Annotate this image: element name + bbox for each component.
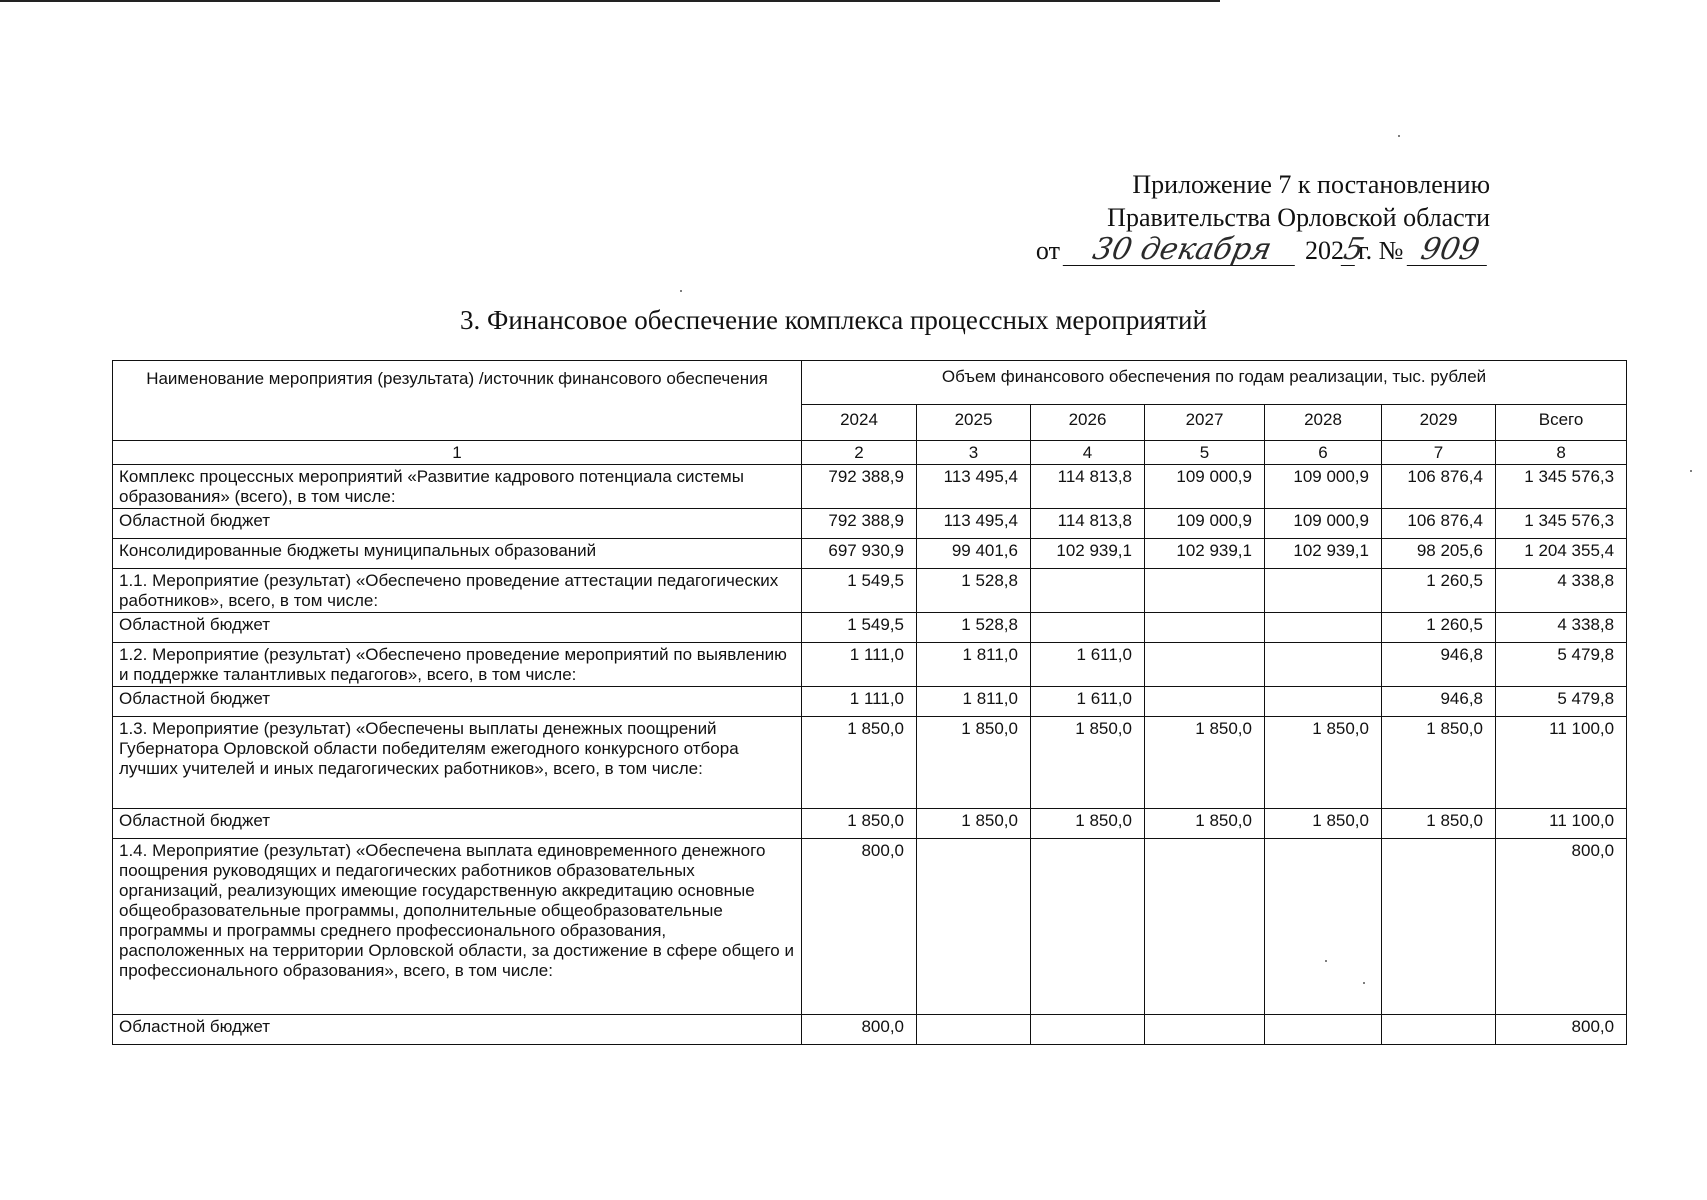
row-value-cell: 1 528,8 <box>917 613 1031 643</box>
row-value-cell <box>917 1015 1031 1045</box>
row-value-cell: 1 611,0 <box>1031 687 1145 717</box>
row-value-cell: 1 850,0 <box>802 717 917 809</box>
row-value-cell: 1 111,0 <box>802 643 917 687</box>
row-total-cell: 11 100,0 <box>1496 809 1627 839</box>
table-header-row-1 <box>113 361 1627 405</box>
row-value-cell <box>917 839 1031 1015</box>
row-value-cell: 106 876,4 <box>1382 465 1496 509</box>
row-value-cell: 102 939,1 <box>1031 539 1145 569</box>
row-value-cell: 1 850,0 <box>1382 809 1496 839</box>
row-name-cell: 1.2. Мероприятие (результат) «Обеспечено проведение мероприятий по выявлению и поддержке талантливых педагогов», всего, в том числе: <box>113 643 802 687</box>
table-row <box>113 539 1627 569</box>
header-year: 2026 <box>1031 405 1145 441</box>
row-total-cell: 4 338,8 <box>1496 613 1627 643</box>
approval-prefix: от <box>1035 236 1060 265</box>
column-index-row <box>113 441 1627 465</box>
row-value-cell: 1 850,0 <box>1382 717 1496 809</box>
column-index: 1 <box>113 441 802 465</box>
row-value-cell: 1 549,5 <box>802 613 917 643</box>
row-name-cell: 1.1. Мероприятие (результат) «Обеспечено проведение аттестации педагогических работников», всего, в том числе: <box>113 569 802 613</box>
approval-stamp-block <box>1030 168 1490 272</box>
row-value-cell: 946,8 <box>1382 643 1496 687</box>
row-name-cell: Консолидированные бюджеты муниципальных образований <box>113 539 802 569</box>
row-name-cell: Областной бюджет <box>113 687 802 717</box>
row-value-cell <box>1382 1015 1496 1045</box>
row-value-cell: 1 528,8 <box>917 569 1031 613</box>
row-value-cell <box>1145 643 1265 687</box>
header-volume-column: Объем финансового обеспечения по годам реализации, тыс. рублей <box>802 361 1627 405</box>
row-name-cell: 1.4. Мероприятие (результат) «Обеспечена выплата единовременного денежного поощрения руководящих и педагогических работников образовательных организаций, реализующих имеющие государственную аккредитацию основные общеобразовательные программы, дополнительные общеобразовательные программы и программы среднего профессионального образования, расположенных на территории Орловской области, за достижение в сфере общего и профессионального образования», всего, в том числе: <box>113 839 802 1015</box>
row-value-cell: 800,0 <box>802 1015 917 1045</box>
approval-year-prefix: 202 <box>1304 236 1344 265</box>
row-value-cell: 1 260,5 <box>1382 613 1496 643</box>
column-index: 6 <box>1265 441 1382 465</box>
row-value-cell <box>1031 569 1145 613</box>
table-row <box>113 569 1627 613</box>
row-value-cell: 792 388,9 <box>802 465 917 509</box>
table-row <box>113 1015 1627 1045</box>
approval-line-1: Приложение 7 к постановлению <box>1132 170 1490 199</box>
approval-line-3 <box>1030 234 1490 272</box>
row-value-cell: 1 850,0 <box>1145 809 1265 839</box>
row-value-cell <box>1382 839 1496 1015</box>
row-value-cell <box>1031 613 1145 643</box>
column-index: 5 <box>1145 441 1265 465</box>
row-value-cell: 109 000,9 <box>1145 465 1265 509</box>
scan-edge-line <box>0 0 1220 2</box>
row-value-cell <box>1265 569 1382 613</box>
row-value-cell: 102 939,1 <box>1265 539 1382 569</box>
scan-speck <box>1363 982 1365 984</box>
column-index: 3 <box>917 441 1031 465</box>
row-value-cell: 1 811,0 <box>917 643 1031 687</box>
row-value-cell: 109 000,9 <box>1145 509 1265 539</box>
approval-line-2: Правительства Орловской области <box>1107 203 1490 232</box>
column-index: 4 <box>1031 441 1145 465</box>
row-value-cell: 946,8 <box>1382 687 1496 717</box>
row-name-cell: 1.3. Мероприятие (результат) «Обеспечены выплаты денежных поощрений Губернатора Орловской области победителям ежегодного конкурсного отбора лучших учителей и иных педагогических работников», всего, в том числе: <box>113 717 802 809</box>
row-value-cell: 113 495,4 <box>917 509 1031 539</box>
table-row <box>113 687 1627 717</box>
row-value-cell: 1 850,0 <box>917 809 1031 839</box>
table-row <box>113 809 1627 839</box>
row-total-cell: 11 100,0 <box>1496 717 1627 809</box>
row-name-cell: Областной бюджет <box>113 613 802 643</box>
header-year: 2029 <box>1382 405 1496 441</box>
row-value-cell <box>1145 569 1265 613</box>
row-name-cell: Комплекс процессных мероприятий «Развитие кадрового потенциала системы образования» (всего), в том числе: <box>113 465 802 509</box>
row-value-cell: 1 850,0 <box>1031 809 1145 839</box>
row-value-cell: 106 876,4 <box>1382 509 1496 539</box>
row-name-cell: Областной бюджет <box>113 1015 802 1045</box>
column-index: 8 <box>1496 441 1627 465</box>
row-value-cell <box>1031 1015 1145 1045</box>
row-value-cell: 792 388,9 <box>802 509 917 539</box>
row-value-cell: 109 000,9 <box>1265 465 1382 509</box>
column-index: 2 <box>802 441 917 465</box>
table-row <box>113 839 1627 1015</box>
row-total-cell: 4 338,8 <box>1496 569 1627 613</box>
row-value-cell: 697 930,9 <box>802 539 917 569</box>
table-row <box>113 613 1627 643</box>
row-value-cell <box>1265 839 1382 1015</box>
financing-table <box>112 360 1627 1045</box>
row-value-cell <box>1265 643 1382 687</box>
header-year: 2025 <box>917 405 1031 441</box>
row-value-cell: 1 850,0 <box>1145 717 1265 809</box>
row-total-cell: 5 479,8 <box>1496 687 1627 717</box>
row-value-cell: 1 850,0 <box>1031 717 1145 809</box>
table-row <box>113 509 1627 539</box>
row-value-cell: 1 811,0 <box>917 687 1031 717</box>
row-value-cell: 1 850,0 <box>1265 809 1382 839</box>
row-value-cell <box>1145 613 1265 643</box>
row-value-cell <box>1031 839 1145 1015</box>
row-value-cell: 1 850,0 <box>1265 717 1382 809</box>
row-value-cell: 1 549,5 <box>802 569 917 613</box>
row-value-cell: 113 495,4 <box>917 465 1031 509</box>
header-name-column: Наименование мероприятия (результата) /источник финансового обеспечения <box>113 361 802 441</box>
handwritten-year-digit: 5 <box>1340 232 1367 267</box>
row-value-cell <box>1265 613 1382 643</box>
header-year: 2028 <box>1265 405 1382 441</box>
row-value-cell <box>1145 839 1265 1015</box>
row-total-cell: 1 345 576,3 <box>1496 465 1627 509</box>
row-total-cell: 800,0 <box>1496 1015 1627 1045</box>
row-value-cell: 1 260,5 <box>1382 569 1496 613</box>
scan-speck <box>1690 470 1692 472</box>
table-row <box>113 643 1627 687</box>
row-total-cell: 1 345 576,3 <box>1496 509 1627 539</box>
row-value-cell: 800,0 <box>802 839 917 1015</box>
row-value-cell: 1 611,0 <box>1031 643 1145 687</box>
row-value-cell: 98 205,6 <box>1382 539 1496 569</box>
row-value-cell <box>1145 1015 1265 1045</box>
row-total-cell: 1 204 355,4 <box>1496 539 1627 569</box>
row-total-cell: 5 479,8 <box>1496 643 1627 687</box>
column-index: 7 <box>1382 441 1496 465</box>
handwritten-date: 30 декабря <box>1063 235 1302 266</box>
approval-year-suffix: г. № <box>1357 236 1404 265</box>
table-row <box>113 717 1627 809</box>
row-total-cell: 800,0 <box>1496 839 1627 1015</box>
scan-speck <box>680 290 682 292</box>
handwritten-number: 909 <box>1407 235 1494 266</box>
row-value-cell: 1 111,0 <box>802 687 917 717</box>
row-name-cell: Областной бюджет <box>113 809 802 839</box>
row-value-cell: 114 813,8 <box>1031 465 1145 509</box>
section-title: 3. Финансовое обеспечение комплекса процессных мероприятий <box>460 305 1207 335</box>
header-year: 2024 <box>802 405 917 441</box>
row-value-cell <box>1265 687 1382 717</box>
row-value-cell <box>1145 687 1265 717</box>
row-value-cell: 102 939,1 <box>1145 539 1265 569</box>
row-value-cell <box>1265 1015 1382 1045</box>
row-value-cell: 99 401,6 <box>917 539 1031 569</box>
row-value-cell: 109 000,9 <box>1265 509 1382 539</box>
row-value-cell: 1 850,0 <box>802 809 917 839</box>
row-name-cell: Областной бюджет <box>113 509 802 539</box>
header-total: Всего <box>1496 405 1627 441</box>
row-value-cell: 114 813,8 <box>1031 509 1145 539</box>
table-row <box>113 465 1627 509</box>
scan-speck <box>1398 135 1400 137</box>
header-year: 2027 <box>1145 405 1265 441</box>
scan-speck <box>1325 960 1327 962</box>
row-value-cell: 1 850,0 <box>917 717 1031 809</box>
